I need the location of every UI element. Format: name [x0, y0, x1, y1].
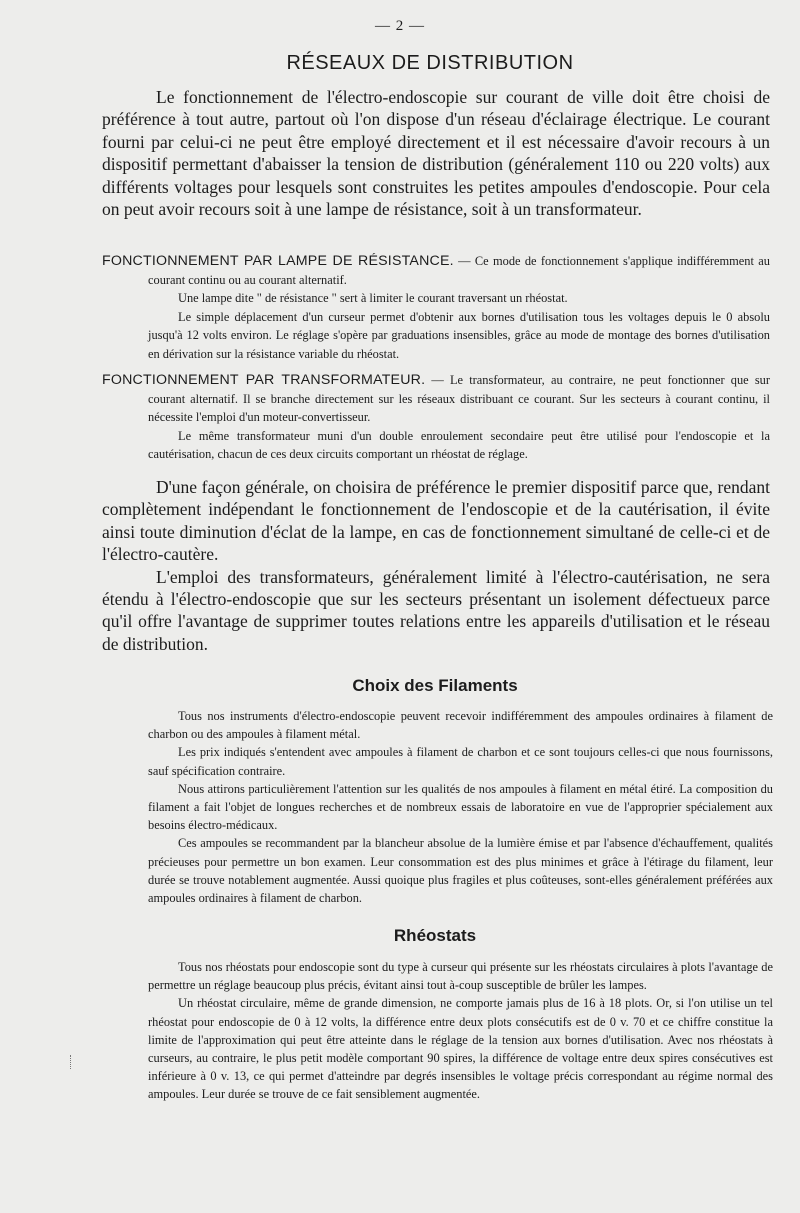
section-resistance [102, 252, 770, 363]
page-title: RÉSEAUX DE DISTRIBUTION [286, 52, 574, 74]
filaments-block [148, 707, 773, 907]
intro-block [102, 86, 770, 220]
section-transformer [102, 371, 770, 464]
filaments-paragraph: Les prix indiqués s'entendent avec ampoules à filament de charbon et ce sont toujours celles-ci que nous fournissons, sauf spécification contraire. [148, 745, 773, 778]
transformer-paragraph: Le même transformateur muni d'un double enroulement secondaire peut être utilisé pour l'endoscopie et la cautérisation, chacun de ces deux circuits comportant un rhéostat de réglage. [148, 428, 770, 461]
filaments-paragraph: Nous attirons particulièrement l'attention sur les qualités de nos ampoules à filament en métal étiré. La composition du filament a fait l'objet de longues recherches et de nombreux essais de laboratoire en vue de l'approprier spécialement aux besoins électro-médicaux. [148, 781, 773, 833]
intro-paragraph: Le fonctionnement de l'électro-endoscopie sur courant de ville doit être choisi de préférence à tout autre, partout où l'on dispose d'un réseau d'éclairage électrique. Le courant fourni par celui-ci ne peut être employé directement et il est nécessaire d'avoir recours à un dispositif permettant d'abaisser la tension de distribution (généralement 110 ou 220 volts) aux différents voltages pour lesquels sont construites les petites ampoules d'endoscopie. Pour cela on peut avoir recours soit à une lampe de résistance, soit à un transformateur. [102, 87, 770, 220]
conclusion-paragraph: L'emploi des transformateurs, généralement limité à l'électro-cautérisation, ne sera étendu à l'électro-endoscopie que sur les secteurs présentant un isolement défectueux parce qu'il offre l'avantage de supprimer toutes relations entre les appareils d'utilisation et le réseau de distribution. [102, 566, 770, 654]
filaments-paragraph: Tous nos instruments d'électro-endoscopie peuvent recevoir indifféremment des ampoules ordinaires à filament de charbon ou des ampoules à filament métal. [148, 709, 773, 742]
filaments-paragraph: Ces ampoules se recommandent par la blancheur absolue de la lumière émise et par l'absence d'échauffement, qualités précieuses pour permettre un bon examen. Leur consommation est des plus minimes et grâce à l'étirage du filament, leur durée se trouve notablement augmentée. Aussi quoique plus fragiles et plus coûteuses, sont-elles généralement préférées aux ampoules ordinaires à filament de charbon. [148, 836, 773, 906]
resistance-paragraph: Une lampe dite " de résistance " sert à limiter le courant traversant un rhéostat. [178, 291, 568, 305]
rheostats-title: Rhéostats [393, 926, 477, 945]
transformer-lead: — Le transformateur, au contraire, ne peut fonctionner que sur courant alternatif. Il se branche directement sur les réseaux distribuant ce courant. Sur les secteurs à courant continu, il nécessite l'emploi d'un moteur-convertisseur. [148, 373, 770, 424]
resistance-lead: — Ce mode de fonctionnement s'applique indifféremment au courant continu ou au courant alternatif. [148, 254, 770, 287]
conclusion-block [102, 476, 770, 655]
page-number: — 2 — [375, 18, 425, 34]
margin-mark [70, 1055, 73, 1069]
resistance-heading: FONCTIONNEMENT PAR LAMPE DE RÉSISTANCE. [102, 253, 454, 269]
resistance-lead-paragraph [102, 252, 770, 289]
filaments-title: Choix des Filaments [352, 676, 518, 695]
rheostats-paragraph: Un rhéostat circulaire, même de grande dimension, ne comporte jamais plus de 16 à 18 plots. Or, si l'on utilise un tel rhéostat pour endoscopie de 0 à 12 volts, la différence entre deux plots consécutifs est de 0 v. 70 et ce chiffre constitue la limite de l'approximation qui peut être atteinte dans le réglage de la tension aux bornes d'utilisation. Avec nos rhéostats à curseurs, au contraire, le plus petit modèle comportant 90 spires, la différence de voltage entre deux spires consécutives est inférieure à 0 v. 13, ce qui permet d'atteindre par degrés insensibles le voltage précis correspondant au régime normal des ampoules. Leur durée se trouve de ce fait sensiblement augmentée. [148, 996, 773, 1102]
rheostats-paragraph: Tous nos rhéostats pour endoscopie sont du type à curseur qui présente sur les rhéostats circulaires à plots l'avantage de permettre un réglage beaucoup plus précis, évitant ainsi tout à-coup susceptible de brûler les lampes. [148, 960, 773, 993]
transformer-heading: FONCTIONNEMENT PAR TRANSFORMATEUR. [102, 372, 426, 388]
rheostats-block [148, 958, 773, 1104]
conclusion-paragraph: D'une façon générale, on choisira de préférence le premier dispositif parce que, rendant complètement indépendant le fonctionnement de l'endoscopie et de la cautérisation, il évite ainsi toute diminution d'éclat de la lampe, en cas de fonctionnement simultané de celle-ci et de l'électro-cautère. [102, 477, 770, 565]
resistance-paragraph: Le simple déplacement d'un curseur permet d'obtenir aux bornes d'utilisation tous les voltages depuis le 0 absolu jusqu'à 12 volts environ. Le réglage s'opère par graduations insensibles, grâce au mode de montage des bornes d'utilisation en dérivation sur la résistance variable du rhéostat. [148, 309, 770, 361]
transformer-lead-paragraph [102, 371, 770, 427]
